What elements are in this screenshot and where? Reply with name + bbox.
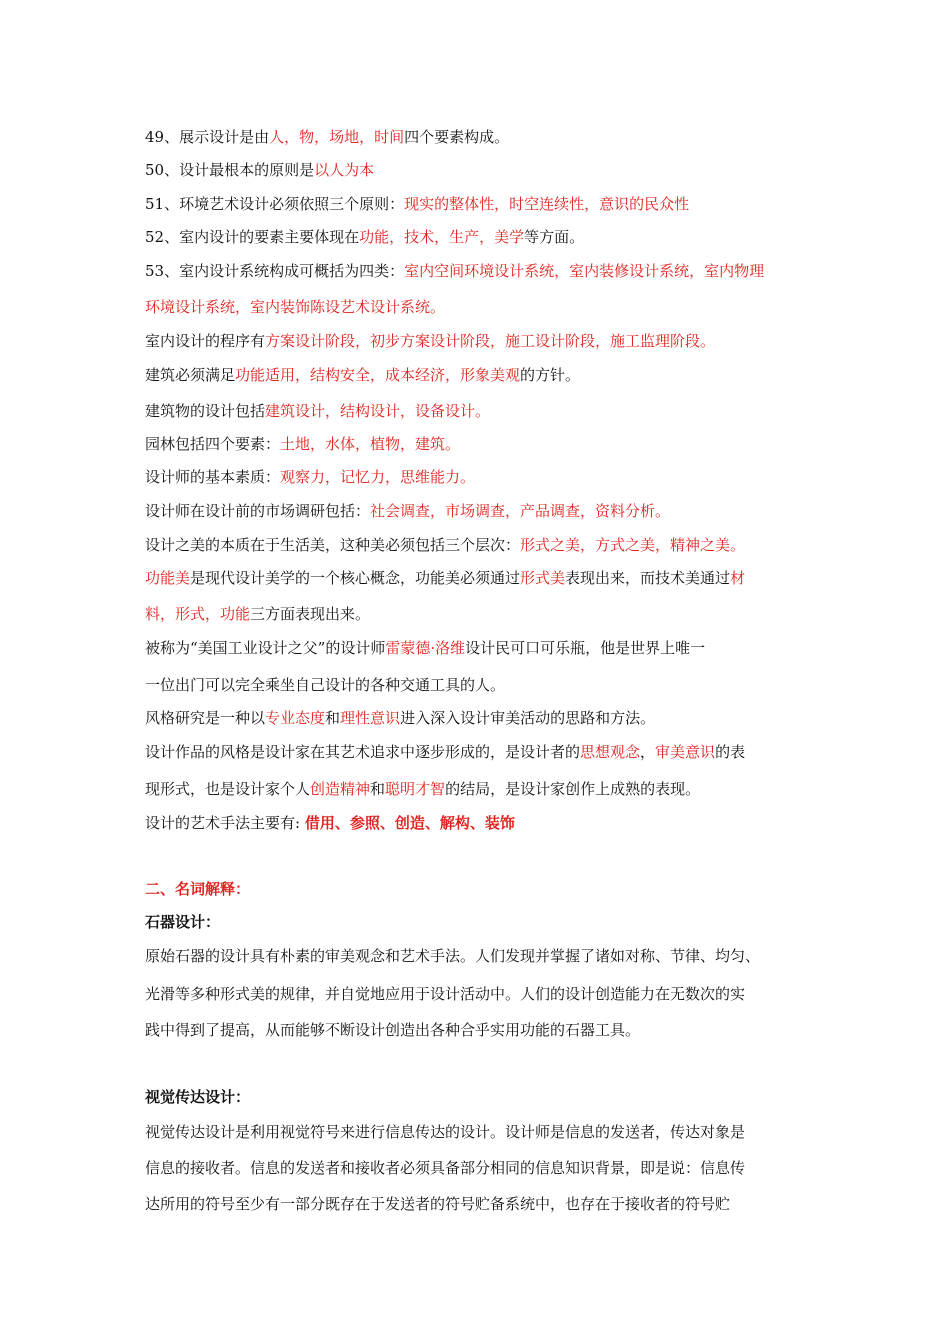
- designer-quality-line: 设计师的基本素质：观察力，记忆力，思维能力。: [145, 468, 476, 486]
- functional-beauty-line2: 料，形式，功能三方面表现出来。: [145, 605, 371, 623]
- stone-def-line3: 践中得到了提高，从而能够不断设计创造出各种合乎实用功能的石器工具。: [145, 1021, 641, 1039]
- term-visual-communication-design: 视觉传达设计：: [145, 1088, 251, 1106]
- stone-def-line1: 原始石器的设计具有朴素的审美观念和艺术手法。人们发现并掌握了诸如对称、节律、均匀、: [145, 947, 761, 965]
- loewy-line2: 一位出门可以完全乘坐自己设计的各种交通工具的人。: [145, 676, 506, 694]
- loewy-line1: 被称为“美国工业设计之父”的设计师雷蒙德·洛维设计民可口可乐瓶，他是世界上唯一: [145, 639, 706, 657]
- market-research-line: 设计师在设计前的市场调研包括：社会调查，市场调查，产品调查，资料分析。: [145, 502, 671, 520]
- item-50: 50、设计最根本的原则是以人为本: [145, 161, 375, 179]
- building-design-line: 建筑物的设计包括建筑设计，结构设计，设备设计。: [145, 402, 491, 420]
- item-53-line2: 环境设计系统，室内装饰陈设艺术设计系统。: [145, 298, 446, 316]
- item-53-line1: 53、室内设计系统构成可概括为四类：室内空间环境设计系统，室内装修设计系统，室内物理: [145, 262, 765, 280]
- visual-def-line3: 达所用的符号至少有一部分既存在于发送者的符号贮备系统中，也存在于接收者的符号贮: [145, 1195, 731, 1213]
- visual-def-line2: 信息的接收者。信息的发送者和接收者必须具备部分相同的信息知识背景，即是说：信息传: [145, 1159, 746, 1177]
- style-research-line: 风格研究是一种以专业态度和理性意识进入深入设计审美活动的思路和方法。: [145, 709, 656, 727]
- procedure-line: 室内设计的程序有方案设计阶段，初步方案设计阶段，施工设计阶段，施工监理阶段。: [145, 332, 716, 350]
- item-49: 49、展示设计是由人，物，场地，时间四个要素构成。: [145, 128, 510, 146]
- item-51: 51、环境艺术设计必须依照三个原则：现实的整体性，时空连续性，意识的民众性: [145, 195, 690, 213]
- section-2-title: 二、名词解释：: [145, 880, 251, 898]
- item-52: 52、室内设计的要素主要体现在功能，技术，生产，美学等方面。: [145, 228, 585, 246]
- style-works-line2: 现形式，也是设计家个人创造精神和聪明才智的结局，是设计家创作上成熟的表现。: [145, 780, 701, 798]
- stone-def-line2: 光滑等多种形式美的规律，并自觉地应用于设计活动中。人们的设计创造能力在无数次的实: [145, 985, 746, 1003]
- term-stone-design: 石器设计：: [145, 913, 221, 931]
- art-methods-line: 设计的艺术手法主要有: 借用、参照、创造、解构、装饰: [145, 814, 515, 832]
- style-works-line1: 设计作品的风格是设计家在其艺术追求中逐步形成的，是设计者的思想观念，审美意识的表: [145, 743, 746, 761]
- garden-line: 园林包括四个要素：土地，水体，植物，建筑。: [145, 435, 461, 453]
- functional-beauty-line1: 功能美是现代设计美学的一个核心概念，功能美必须通过形式美表现出来，而技术美通过材: [145, 569, 746, 587]
- visual-def-line1: 视觉传达设计是利用视觉符号来进行信息传达的设计。设计师是信息的发送者，传达对象是: [145, 1123, 746, 1141]
- building-policy-line: 建筑必须满足功能适用，结构安全，成本经济，形象美观的方针。: [145, 366, 581, 384]
- beauty-essence-line: 设计之美的本质在于生活美，这种美必须包括三个层次：形式之美，方式之美，精神之美。: [145, 536, 746, 554]
